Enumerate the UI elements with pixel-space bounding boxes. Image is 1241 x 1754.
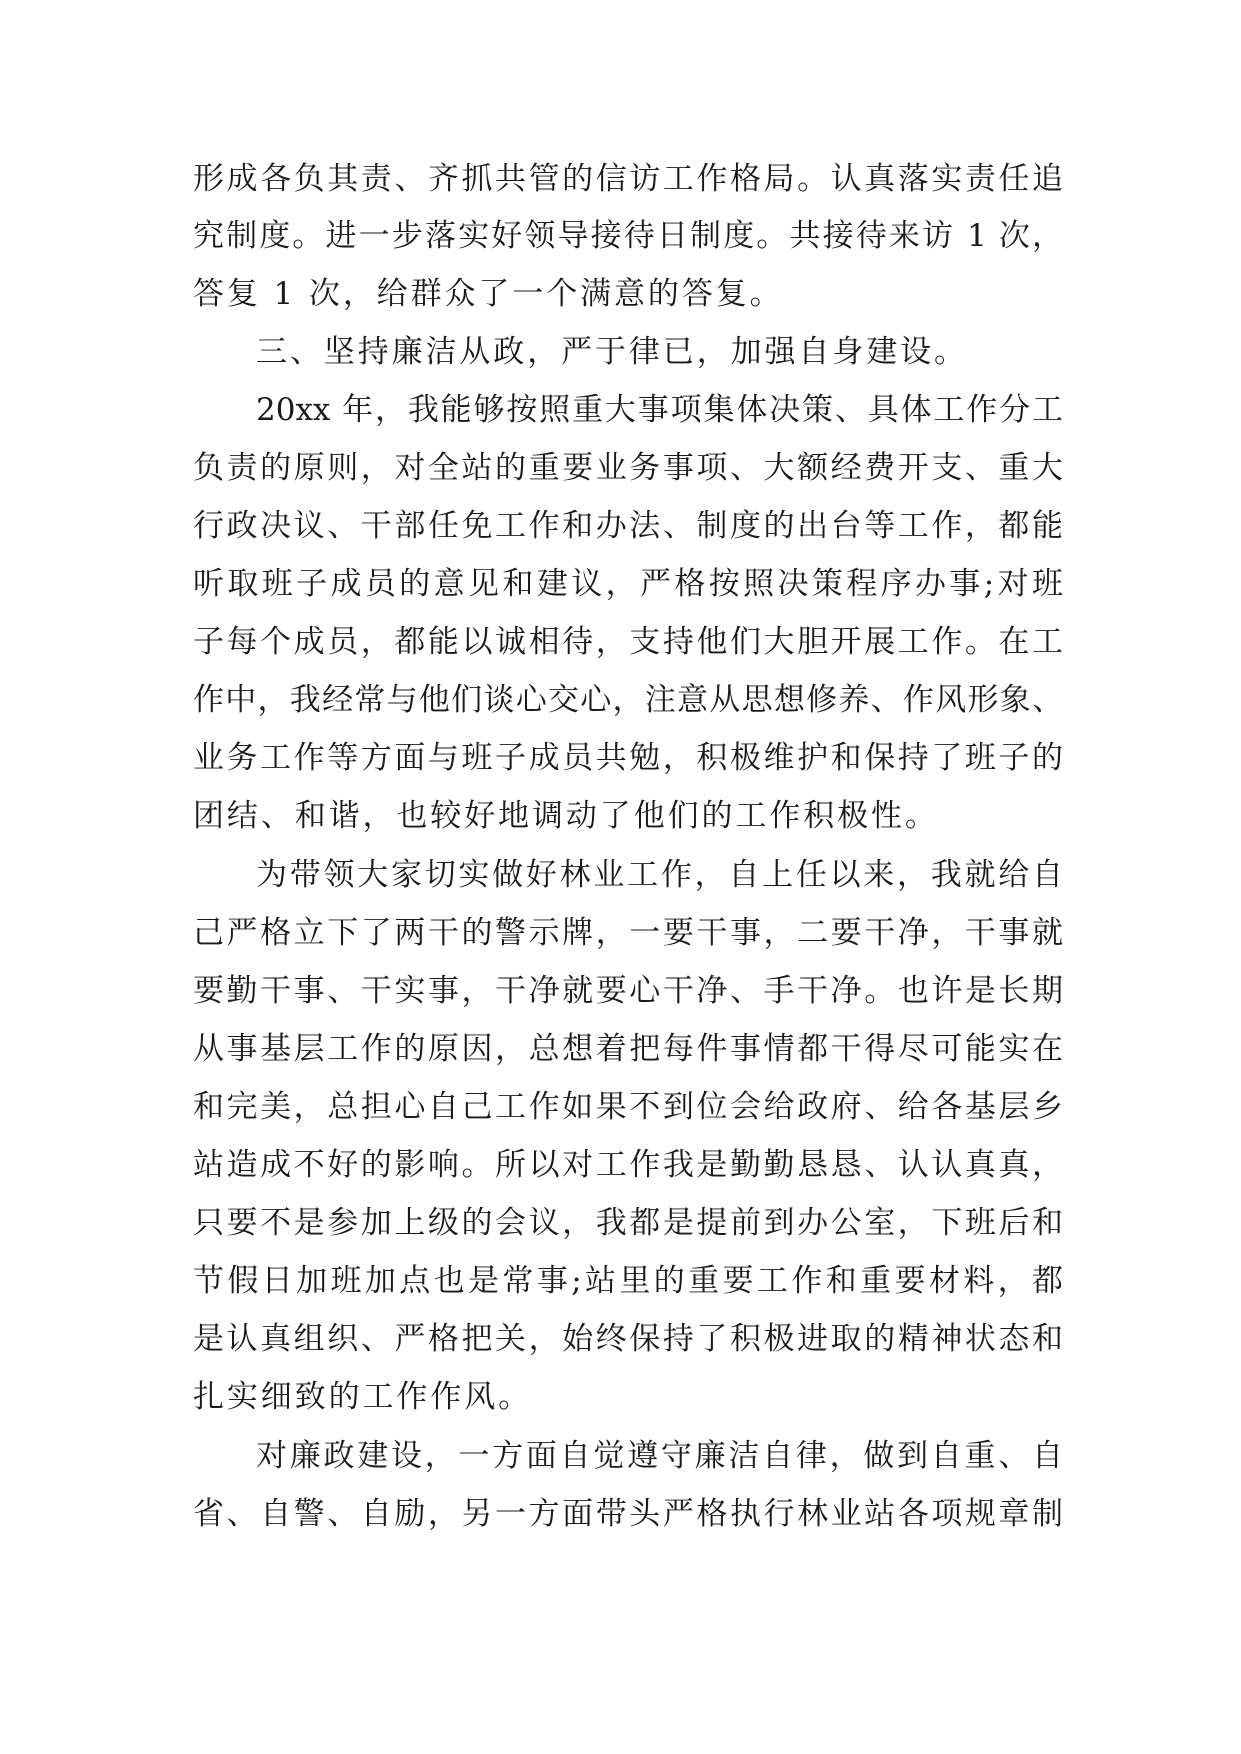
text-line: 究制度。进一步落实好领导接待日制度。共接待来访 1 次， <box>193 218 1063 254</box>
text-line: 对廉政建设，一方面自觉遵守廉洁自律，做到自重、自 <box>256 1438 1063 1474</box>
text-line: 20xx 年，我能够按照重大事项集体决策、具体工作分工 <box>256 392 1063 428</box>
text-line: 从事基层工作的原因，总想着把每件事情都干得尽可能实在 <box>193 1031 1063 1067</box>
text-line: 站造成不好的影响。所以对工作我是勤勤恳恳、认认真真， <box>193 1147 1063 1183</box>
text-line: 是认真组织、严格把关，始终保持了积极进取的精神状态和 <box>193 1321 1063 1357</box>
text-line: 作中，我经常与他们谈心交心，注意从思想修养、作风形象、 <box>193 682 1063 718</box>
text-line: 和完美，总担心自己工作如果不到位会给政府、给各基层乡 <box>193 1089 1063 1125</box>
text-line: 为带领大家切实做好林业工作，自上任以来，我就给自 <box>256 857 1063 893</box>
text-line: 团结、和谐，也较好地调动了他们的工作积极性。 <box>193 798 939 834</box>
text-line: 答复 1 次，给群众了一个满意的答复。 <box>193 276 784 312</box>
text-line: 业务工作等方面与班子成员共勉，积极维护和保持了班子的 <box>193 740 1063 776</box>
text-line: 行政决议、干部任免工作和办法、制度的出台等工作，都能 <box>193 508 1063 544</box>
text-line: 己严格立下了两干的警示牌，一要干事，二要干净，干事就 <box>193 915 1063 951</box>
text-line: 要勤干事、干实事，干净就要心干净、手干净。也许是长期 <box>193 973 1063 1009</box>
text-line: 形成各负其责、齐抓共管的信访工作格局。认真落实责任追 <box>193 161 1063 197</box>
text-line: 只要不是参加上级的会议，我都是提前到办公室，下班后和 <box>193 1205 1063 1241</box>
text-line: 听取班子成员的意见和建议，严格按照决策程序办事;对班 <box>193 566 1063 602</box>
text-line: 扎实细致的工作作风。 <box>193 1379 532 1415</box>
text-line: 负责的原则，对全站的重要业务事项、大额经费开支、重大 <box>193 450 1063 486</box>
text-line: 节假日加班加点也是常事;站里的重要工作和重要材料，都 <box>193 1263 1063 1299</box>
section-heading: 三、坚持廉洁从政，严于律已，加强自身建设。 <box>256 334 968 370</box>
text-line: 子每个成员，都能以诚相待，支持他们大胆开展工作。在工 <box>193 624 1063 660</box>
text-line: 省、自警、自励，另一方面带头严格执行林业站各项规章制 <box>193 1496 1063 1532</box>
